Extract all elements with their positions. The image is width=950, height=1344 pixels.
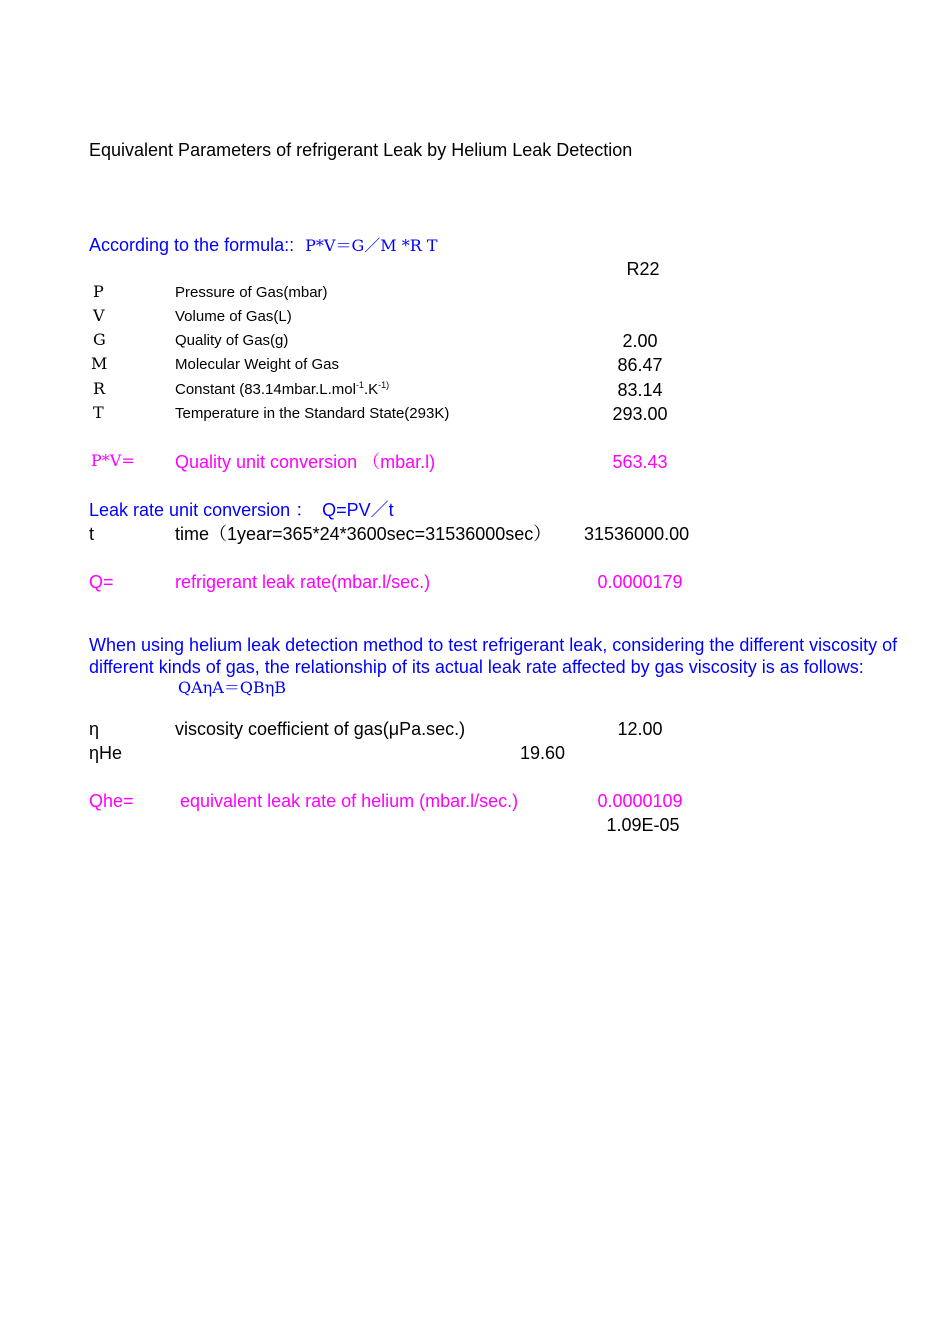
var-symbol: G <box>93 330 106 349</box>
formula-intro-label: According to the formula:: <box>89 235 295 255</box>
var-symbol: R <box>93 379 106 398</box>
helium-note-line1: When using helium leak detection method to test refrigerant leak, considering the different viscosity of <box>89 635 898 655</box>
pv-value: 563.43 <box>612 452 668 472</box>
pv-symbol: P*V= <box>91 451 135 470</box>
time-value: 31536000.00 <box>584 524 690 544</box>
var-description: Pressure of Gas(mbar) <box>175 284 328 301</box>
eta-he-symbol: ηHe <box>89 743 123 763</box>
column-header-r22: R22 <box>626 259 660 279</box>
var-description: Volume of Gas(L) <box>175 308 292 325</box>
eta-description: viscosity coefficient of gas(μPa.sec.) <box>175 719 466 739</box>
helium-formula: QAηA＝QBηB <box>178 678 287 697</box>
q-value: 0.0000179 <box>597 572 683 592</box>
eta-value: 12.00 <box>617 719 663 739</box>
constant-text: Constant (83.14mbar.L.mol <box>175 381 356 398</box>
qhe-description: equivalent leak rate of helium (mbar.l/sec.) <box>180 791 519 811</box>
var-description-constant <box>175 382 389 397</box>
constant-sup-2: -1) <box>378 380 390 390</box>
eta-symbol: η <box>89 719 100 739</box>
var-symbol: M <box>91 354 108 373</box>
var-value-g: 2.00 <box>622 331 658 351</box>
eta-he-value: 19.60 <box>520 743 566 763</box>
leak-rate-formula: Q=PV／t <box>322 500 394 520</box>
var-description: Quality of Gas(g) <box>175 332 289 349</box>
formula-expression: P*V＝G／M *R T <box>305 236 438 255</box>
q-description: refrigerant leak rate(mbar.l/sec.) <box>175 572 431 592</box>
constant-sup-1: -1 <box>355 380 364 390</box>
var-symbol: P <box>93 282 104 301</box>
pv-description: Quality unit conversion （mbar.l) <box>175 452 436 472</box>
var-value-t: 293.00 <box>612 404 668 424</box>
qhe-value: 0.0000109 <box>597 791 683 811</box>
helium-note <box>89 635 898 678</box>
var-symbol: T <box>93 403 104 422</box>
qhe-value-scientific: 1.09E-05 <box>606 815 680 835</box>
page-title: Equivalent Parameters of refrigerant Leak by Helium Leak Detection <box>89 140 633 160</box>
q-symbol: Q= <box>89 572 114 592</box>
var-value-m: 86.47 <box>617 355 663 375</box>
time-symbol: t <box>89 524 95 544</box>
var-description: Molecular Weight of Gas <box>175 356 339 373</box>
var-description: Temperature in the Standard State(293K) <box>175 405 450 422</box>
helium-note-line2: different kinds of gas, the relationship of its actual leak rate affected by gas viscosity is as follows: <box>89 656 864 677</box>
constant-text-k: .K <box>363 381 379 398</box>
var-value-r: 83.14 <box>617 380 663 400</box>
var-symbol: V <box>93 306 105 325</box>
qhe-symbol: Qhe= <box>89 791 134 811</box>
time-description: time（1year=365*24*3600sec=31536000sec） <box>175 524 552 544</box>
leak-rate-conversion <box>89 501 394 519</box>
formula-intro <box>89 236 438 254</box>
leak-rate-conversion-label: Leak rate unit conversion ： <box>89 500 314 520</box>
